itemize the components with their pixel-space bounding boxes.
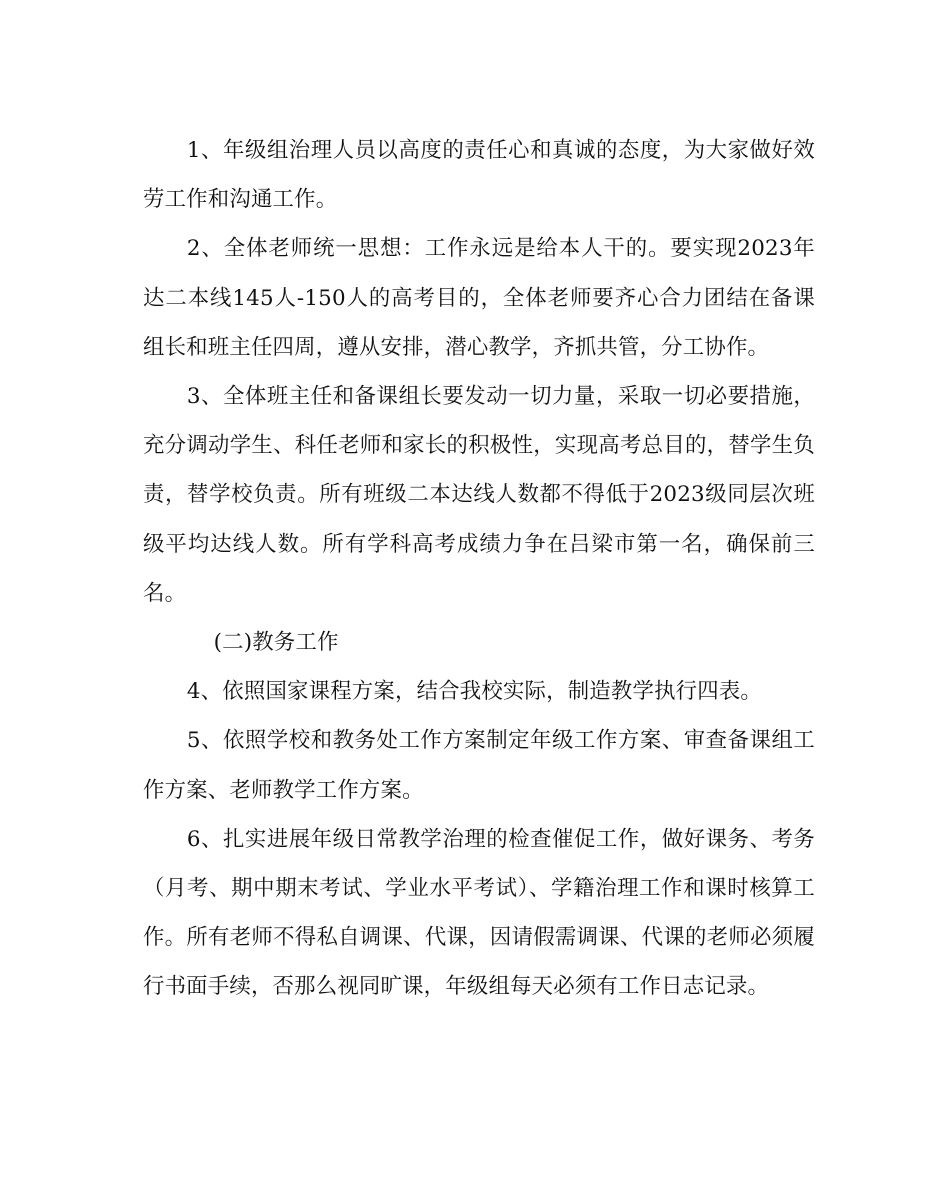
section-heading-academic-affairs: (二)教务工作 <box>213 630 339 656</box>
paragraph-2: 2、全体老师统一思想：工作永远是给本人干的。要实现2023年达二本线145人-150人的高考目的，全体老师要齐心合力团结在备课组长和班主任四周，遵从安排，潜心教学，齐抓共管，分工协作。 <box>143 236 815 360</box>
document-body <box>143 126 815 1012</box>
paragraph-5: 5、依照学校和教务处工作方案制定年级工作方案、审查备课组工作方案、老师教学工作方案。 <box>143 728 815 803</box>
paragraph-1: 1、年级组治理人员以高度的责任心和真诚的态度，为大家做好效劳工作和沟通工作。 <box>143 138 815 213</box>
paragraph-3: 3、全体班主任和备课组长要发动一切力量，采取一切必要措施，充分调动学生、科任老师和家长的积极性，实现高考总目的，替学生负责，替学校负责。所有班级二本达线人数都不得低于2023级同层次班级平均达线人数。所有学科高考成绩力争在吕梁市第一名，确保前三名。 <box>143 384 815 606</box>
paragraph-6: 6、扎实进展年级日常教学治理的检查催促工作，做好课务、考务（月考、期中期末考试、学业水平考试）、学籍治理工作和课时核算工作。所有老师不得私自调课、代课，因请假需调课、代课的老师必须履行书面手续，否那么视同旷课，年级组每天必须有工作日志记录。 <box>143 826 815 1000</box>
paragraph-4: 4、依照国家课程方案，结合我校实际，制造教学执行四表。 <box>186 679 763 705</box>
